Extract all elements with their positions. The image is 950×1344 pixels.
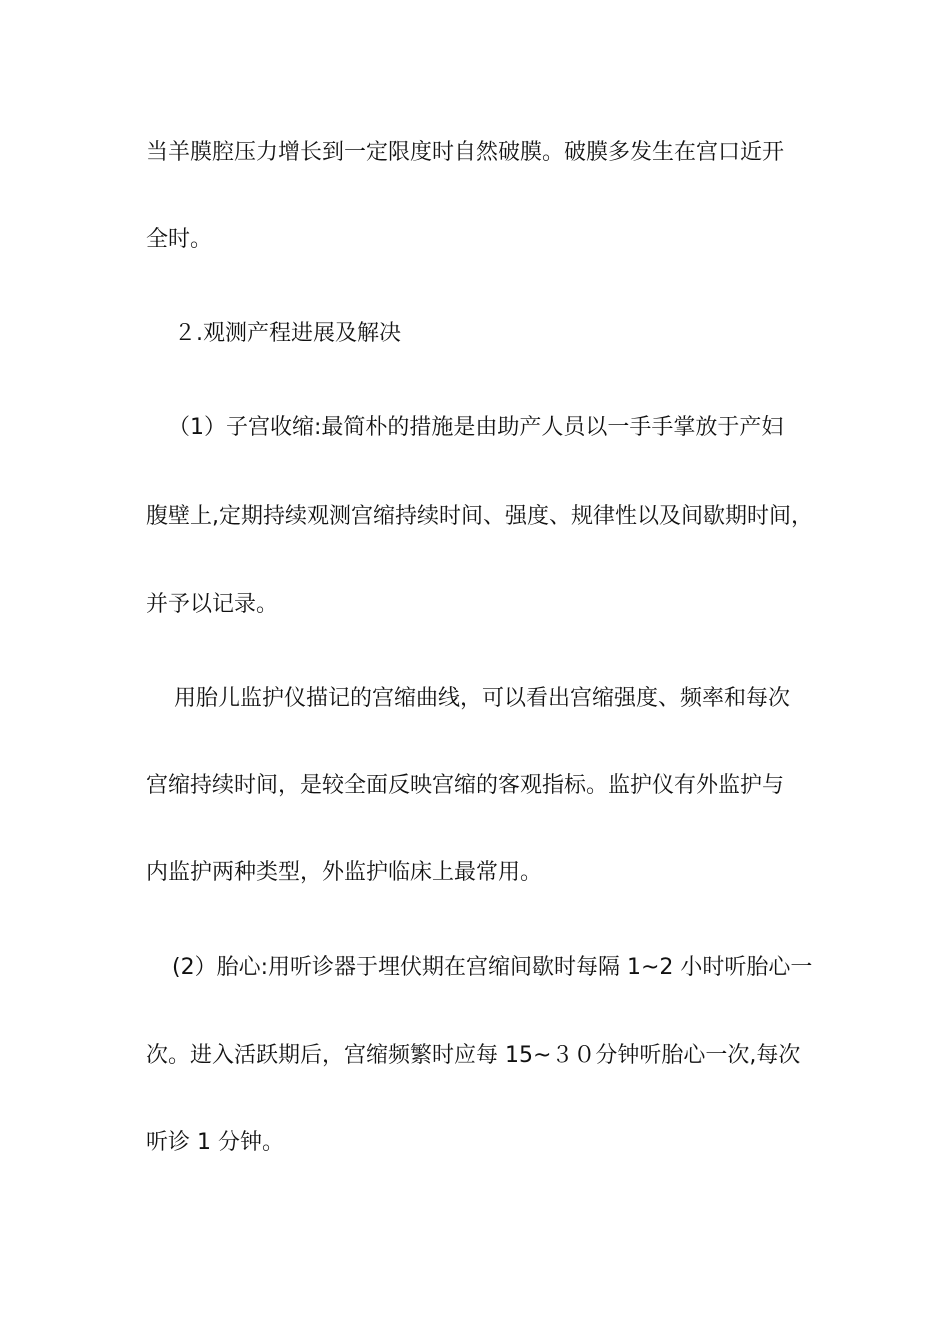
paragraph-line: 当羊膜腔压力增长到一定限度时自然破膜。破膜多发生在宫口近开: [146, 140, 785, 165]
paragraph-line: (2）胎心:用听诊器于埋伏期在宫缩间歇时每隔 1~2 小时听胎心一: [172, 955, 813, 980]
paragraph-line: 听诊 1 分钟。: [146, 1130, 284, 1155]
section-heading: ２.观测产程进展及解决: [174, 321, 401, 346]
paragraph-line: 用胎儿监护仪描记的宫缩曲线，可以看出宫缩强度、频率和每次: [174, 686, 791, 711]
paragraph-line: 内监护两种类型，外监护临床上最常用。: [146, 860, 543, 885]
paragraph-line: 并予以记录。: [146, 592, 279, 617]
paragraph-line: 全时。: [146, 227, 213, 252]
paragraph-line: （1）子宫收缩:最简朴的措施是由助产人员以一手手掌放于产妇: [168, 415, 784, 440]
paragraph-line: 宫缩持续时间，是较全面反映宫缩的客观指标。监护仪有外监护与: [146, 773, 785, 798]
paragraph-line: 腹壁上,定期持续观测宫缩持续时间、强度、规律性以及间歇期时间，: [146, 504, 813, 529]
paragraph-line: 次。进入活跃期后，宫缩频繁时应每 15~３０分钟听胎心一次,每次: [146, 1043, 801, 1068]
